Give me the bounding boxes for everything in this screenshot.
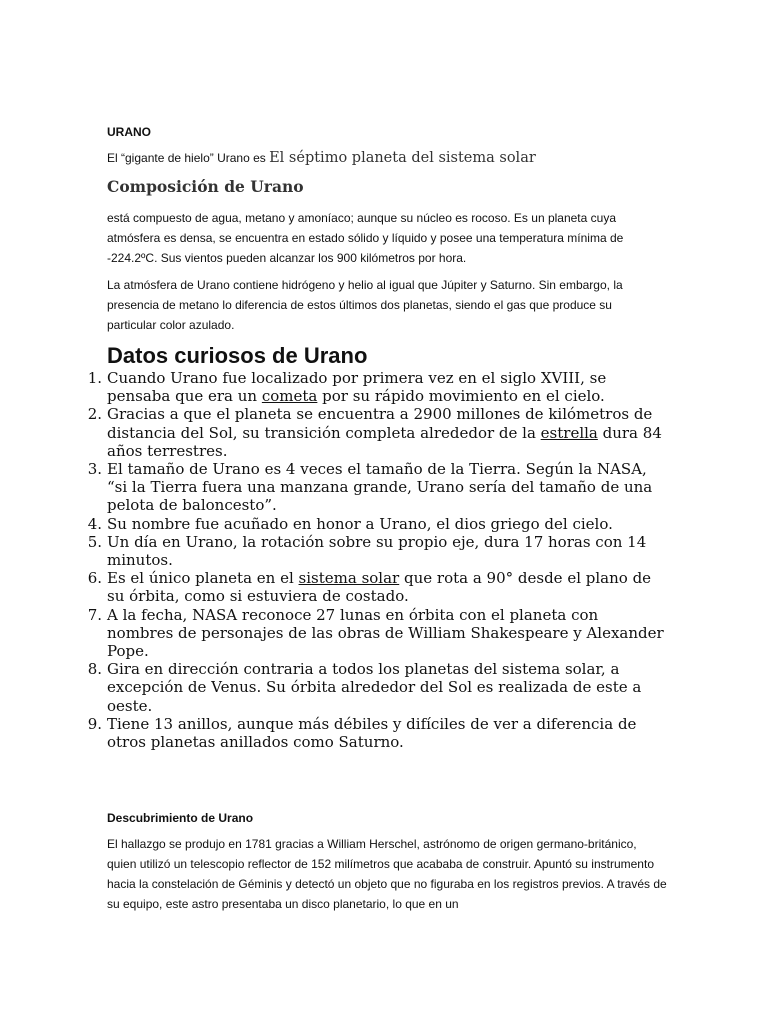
composition-heading: Composición de Urano [107, 177, 304, 196]
fact-item: 9. Tiene 13 anillos, aunque más débiles y difíciles de ver a diferencia de otros planetas anillados como Saturno. [107, 715, 669, 751]
fact-number: 6. [87, 569, 102, 588]
facts-list [87, 369, 669, 752]
fact-number: 5. [87, 532, 102, 551]
facts-heading: Datos curiosos de Urano [107, 343, 368, 368]
composition-paragraph-1: está compuesto de agua, metano y amoníaco; aunque su núcleo es rocoso. Es un planeta cuya atmósfera es densa, se encuentra en estado sólido y líquido y posee una temperatura mínima de -224.2ºC. Sus vientos pueden alcanzar los 900 kilómetros por hora. [107, 211, 624, 265]
fact-number: 4. [87, 514, 102, 533]
composition-paragraph-2: La atmósfera de Urano contiene hidrógeno y helio al igual que Júpiter y Saturno. Sin embargo, la presencia de metano lo diferencia de estos últimos dos planetas, siendo el gas que produce su particular color azulado. [107, 278, 623, 332]
fact-number: 8. [87, 660, 102, 679]
document-title: URANO [107, 125, 151, 139]
discovery-heading: Descubrimiento de Urano [107, 811, 254, 825]
fact-item: 4. Su nombre fue acuñado en honor a Urano, el dios griego del cielo. [107, 515, 669, 533]
intro-serif-text: El séptimo planeta del sistema solar [269, 150, 536, 166]
fact-number: 1. [87, 369, 102, 387]
estrella-link[interactable]: estrella [540, 423, 598, 442]
fact-item: 6. Es el único planeta en el sistema solar que rota a 90° desde el plano de su órbita, como si estuviera de costado. [107, 569, 669, 605]
intro-line [107, 148, 536, 168]
fact-number: 2. [87, 405, 102, 424]
sistema-solar-link[interactable]: sistema solar [298, 569, 400, 588]
fact-item: 7. A la fecha, NASA reconoce 27 lunas en órbita con el planeta con nombres de personajes de las obras de William Shakespeare y Alexander Pope. [107, 606, 669, 661]
discovery-paragraph: El hallazgo se produjo en 1781 gracias a William Herschel, astrónomo de origen germano-británico, quien utilizó un telescopio reflector de 152 milímetros que acababa de construir. Apuntó su instrumento hacia la constelación de Géminis y detectó un objeto que no figuraba en los registros previos. A través de su equipo, este astro presentaba un disco planetario, lo que en un [107, 837, 667, 911]
fact-item: 8. Gira en dirección contraria a todos los planetas del sistema solar, a excepción de Venus. Su órbita alrededor del Sol es realizada de este a oeste. [107, 660, 669, 715]
intro-sans-text: El “gigante de hielo” Urano es [107, 151, 270, 165]
fact-item: 2. Gracias a que el planeta se encuentra a 2900 millones de kilómetros de distancia del Sol, su transición completa alrededor de la estrella dura 84 años terrestres. [107, 405, 669, 460]
fact-number: 7. [87, 605, 102, 624]
cometa-link[interactable]: cometa [261, 387, 318, 406]
fact-item: 5. Un día en Urano, la rotación sobre su propio eje, dura 17 horas con 14 minutos. [107, 533, 669, 569]
fact-number: 3. [87, 460, 102, 479]
fact-number: 9. [87, 714, 102, 733]
fact-item: 3. El tamaño de Urano es 4 veces el tamaño de la Tierra. Según la NASA, “si la Tierra fuera una manzana grande, Urano sería del tamaño de una pelota de baloncesto”. [107, 460, 669, 515]
fact-item: 1. Cuando Urano fue localizado por primera vez en el siglo XVIII, se pensaba que era un cometa por su rápido movimiento en el cielo. [107, 369, 669, 405]
